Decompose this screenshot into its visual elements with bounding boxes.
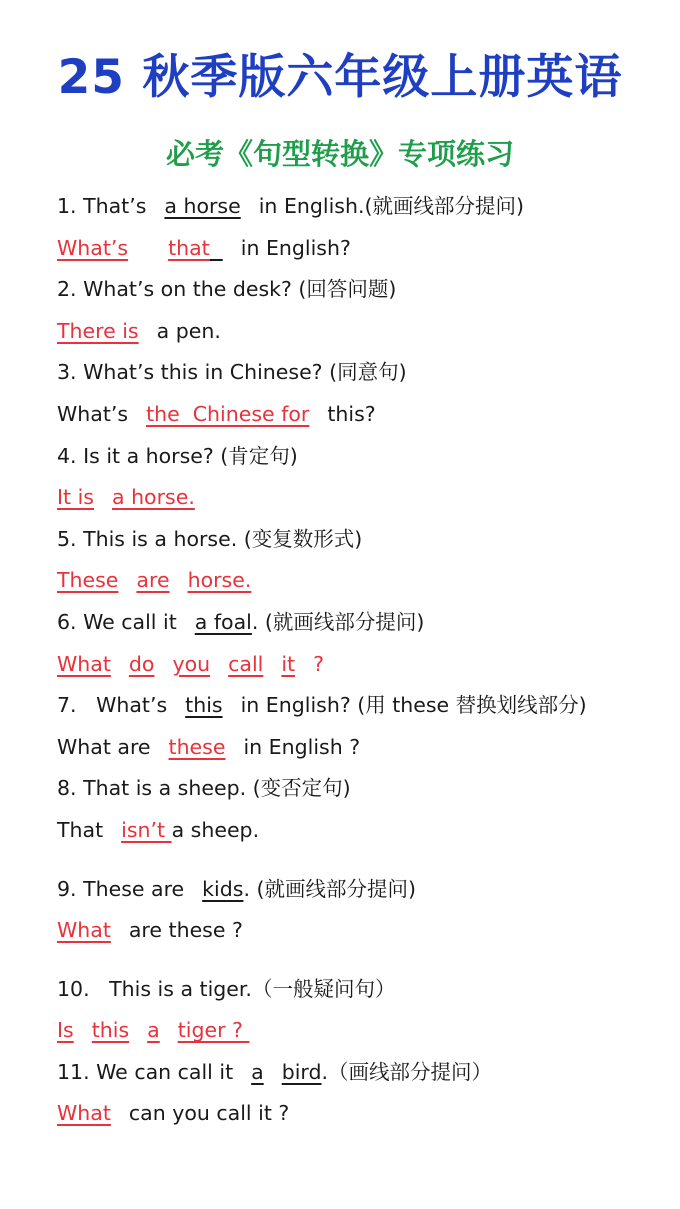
answer-3: What’s the Chinese for this? xyxy=(57,401,376,426)
question-4: 4. Is it a horse? (肯定句) xyxy=(57,443,298,468)
question-3: 3. What’s this in Chinese? (同意句) xyxy=(57,360,407,385)
underlined-phrase: this xyxy=(185,693,223,718)
underlined-phrase: a horse xyxy=(164,194,241,218)
exercise-list xyxy=(57,186,627,1135)
question-6: 6. We call it a foal. (就画线部分提问) xyxy=(57,609,425,634)
question-2: 2. What’s on the desk? (回答问题) xyxy=(57,277,397,302)
answer-6: What do you call it ? xyxy=(57,651,324,676)
underlined-phrase: a foal xyxy=(194,609,252,634)
underlined-phrase: kids xyxy=(202,876,244,901)
question-7: 7. What’s this in English? (用 these 替换划线部分) xyxy=(57,693,587,718)
answer-1: What’s that in English? xyxy=(57,235,351,260)
answer-9: What are these ? xyxy=(57,918,243,943)
answer-4: It is a horse. xyxy=(57,485,195,510)
answer-7: What are these in English ? xyxy=(57,734,361,759)
page-title: 25 秋季版六年级上册英语 xyxy=(57,50,623,105)
underlined-word: bird xyxy=(281,1059,322,1084)
answer-2: There is a pen. xyxy=(57,318,221,343)
answer-5: These are horse. xyxy=(57,568,252,593)
question-11: 11. We can call it a bird.（画线部分提问） xyxy=(57,1059,493,1084)
question-9: 9. These are kids. (就画线部分提问) xyxy=(57,876,416,901)
question-5: 5. This is a horse. (变复数形式) xyxy=(57,526,363,551)
underlined-word: a xyxy=(251,1059,264,1084)
answer-8: That isn’t a sheep. xyxy=(57,817,260,842)
answer-10: Is this a tiger ? xyxy=(57,1018,243,1043)
question-10: 10. This is a tiger.（一般疑问句） xyxy=(57,976,396,1001)
answer-11: What can you call it ? xyxy=(57,1101,290,1126)
page-subtitle: 必考《句型转换》专项练习 xyxy=(165,137,514,171)
question-1: 1. That’s a horse in English.(就画线部分提问) xyxy=(57,194,524,218)
question-8: 8. That is a sheep. (变否定句) xyxy=(57,776,351,801)
